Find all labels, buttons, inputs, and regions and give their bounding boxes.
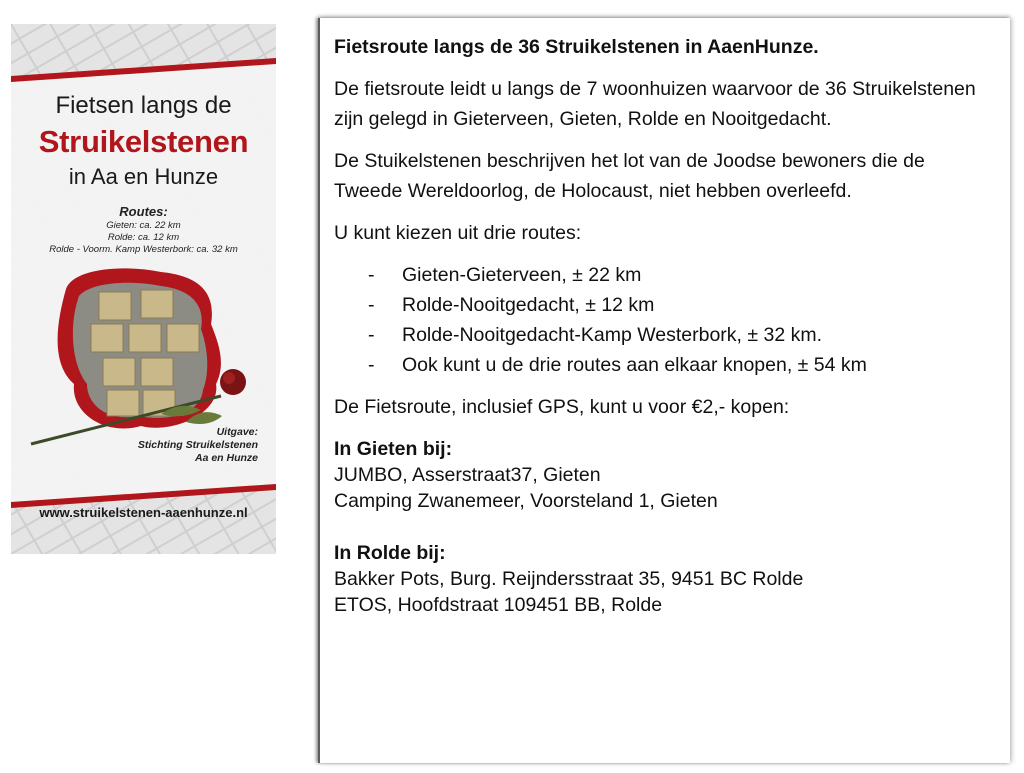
shop-address: Bakker Pots, Burg. Reijndersstraat 35, 9451 BC Rolde [334, 568, 804, 590]
route-text: Rolde-Nooitgedacht-Kamp Westerbork, ± 32 km. [402, 324, 823, 346]
routes-list [334, 260, 994, 380]
article-paragraph: De fietsroute leidt u langs de 7 woonhuizen waarvoor de 36 Struikelstenen zijn gelegd in Gieterveen, Gieten, Rolde en Nooitgedacht. [334, 78, 976, 130]
route-text: Ook kunt u de drie routes aan elkaar knopen, ± 54 km [402, 354, 867, 376]
list-item [334, 350, 994, 380]
list-marker: - [368, 294, 375, 316]
shop-address: ETOS, Hoofdstraat 109451 BB, Rolde [334, 594, 663, 616]
article [334, 32, 994, 618]
flyer-title-line2: Struikelstenen [38, 124, 249, 159]
list-marker: - [368, 354, 375, 376]
purchase-text: De Fietsroute, inclusief GPS, kunt u voor €2,- kopen: [334, 396, 790, 418]
location-heading: In Gieten bij: [334, 438, 453, 460]
flyer-publisher-name: Stichting Struikelstenen [137, 439, 258, 451]
route-text: Gieten-Gieterveen, ± 22 km [402, 264, 642, 286]
flyer-image [11, 24, 276, 554]
shop-address: JUMBO, Asserstraat37, Gieten [334, 464, 601, 486]
info-panel [318, 18, 1010, 763]
route-text: Rolde-Nooitgedacht, ± 12 km [402, 294, 655, 316]
flyer-publisher-name: Aa en Hunze [194, 452, 258, 464]
article-paragraph: De Stuikelstenen beschrijven het lot van de Joodse bewoners die de Tweede Wereldoorlog, de Holocaust, niet hebben overleefd. [334, 150, 925, 202]
article-heading: Fietsroute langs de 36 Struikelstenen in AaenHunze. [334, 36, 819, 58]
article-paragraph: U kunt kiezen uit drie routes: [334, 222, 582, 244]
flyer-routes-heading: Routes: [119, 204, 168, 219]
location-heading: In Rolde bij: [334, 542, 446, 564]
flyer-website: www.struikelstenen-aaenhunze.nl [39, 505, 248, 520]
flyer-title-line1: Fietsen langs de [55, 92, 232, 119]
flyer-route: Gieten: ca. 22 km [106, 220, 181, 231]
list-marker: - [368, 264, 375, 286]
list-marker: - [368, 324, 375, 346]
flyer-route: Rolde - Voorm. Kamp Westerbork: ca. 32 km [49, 244, 238, 255]
list-item [334, 320, 994, 350]
flyer-publisher-label: Uitgave: [216, 426, 258, 438]
flyer-route: Rolde: ca. 12 km [107, 232, 180, 243]
list-item [334, 290, 994, 320]
list-item [334, 260, 994, 290]
flyer-title-line3: in Aa en Hunze [68, 164, 219, 189]
shop-address: Camping Zwanemeer, Voorsteland 1, Gieten [334, 490, 718, 512]
